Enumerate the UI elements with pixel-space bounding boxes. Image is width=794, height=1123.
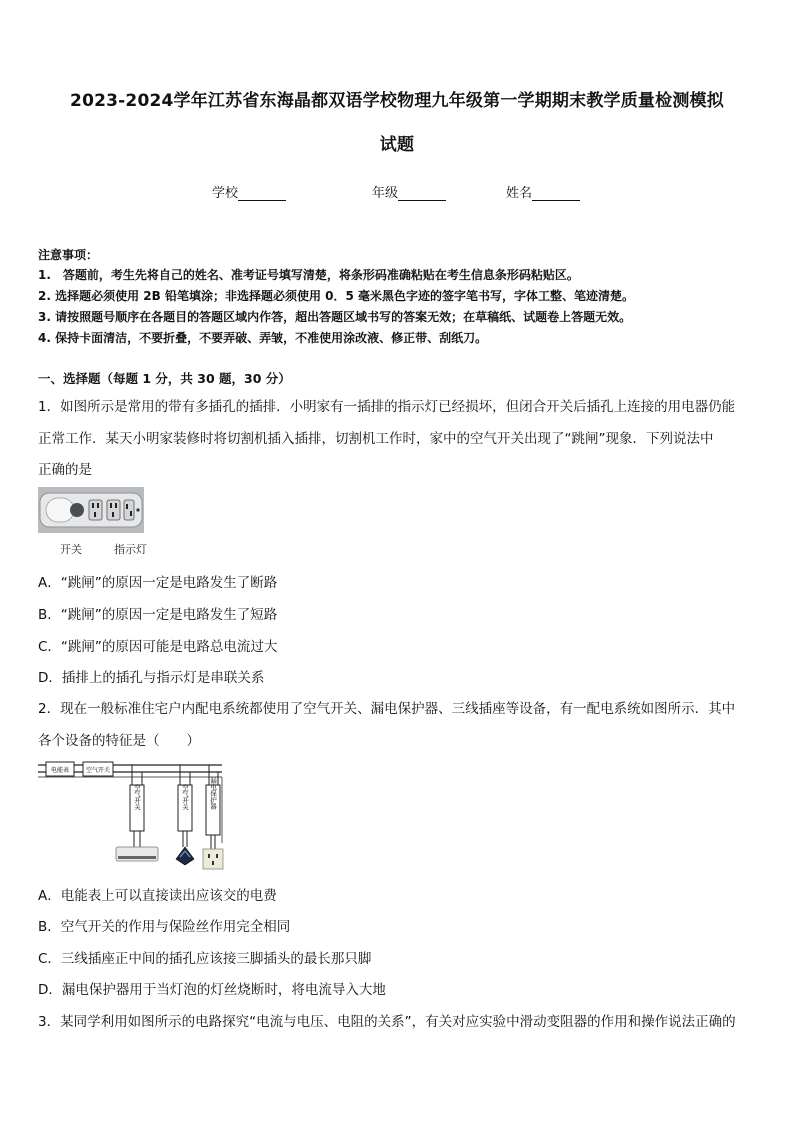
q3-stem-line1: 3．某同学利用如图所示的电路探究“电流与电压、电阻的关系”，有关对应实验中滑动变阻器的作用和操作说法正确的 [38, 1014, 736, 1030]
q2-option-d: D．漏电保护器用于当灯泡的灯丝烧断时，将电流导入大地 [38, 982, 386, 998]
q2-option-b: B．空气开关的作用与保险丝作用完全相同 [38, 919, 291, 935]
lamp-icon [176, 847, 194, 865]
school-label: 学校 [212, 186, 239, 201]
q1-stem-line3: 正确的是 [38, 462, 92, 478]
three-pin-socket-icon [203, 849, 223, 869]
socket-3-icon [124, 500, 134, 520]
notice-item-2: 2. 选择题必须使用 2B 铅笔填涂；非选择题必须使用 0．5 毫米黑色字迹的签字笔书写，字体工整、笔迹清楚。 [38, 289, 634, 303]
switch-button-icon [70, 503, 84, 517]
grade-field [372, 182, 446, 201]
section-heading: 一、选择题（每题 1 分，共 30 题，30 分） [38, 371, 291, 386]
figure-label-switch: 开关 [60, 543, 82, 556]
branch-breaker-1-label: 空气开关 [133, 784, 141, 810]
q2-option-c: C．三线插座正中间的插孔应该接三脚插头的最长那只脚 [38, 951, 372, 967]
name-field [506, 182, 580, 201]
q1-option-c: C．“跳闸”的原因可能是电路总电流过大 [38, 639, 278, 655]
notice-item-3: 3. 请按照题号顺序在各题目的答题区域内作答，超出答题区域书写的答案无效；在草稿纸、试题卷上答题无效。 [38, 310, 632, 324]
q2-stem-line1: 2．现在一般标准住宅户内配电系统都使用了空气开关、漏电保护器、三线插座等设备，有一配电系统如图所示．其中 [38, 701, 736, 717]
distribution-circuit-figure [38, 759, 234, 871]
figure-label-indicator: 指示灯 [114, 543, 147, 556]
page-title: 2023-2024学年江苏省东海晶都双语学校物理九年级第一学期期末教学质量检测模拟 [70, 91, 724, 111]
name-label: 姓名 [506, 186, 533, 201]
q1-option-b: B．“跳闸”的原因一定是电路发生了短路 [38, 607, 278, 623]
q1-stem-line1: 1．如图所示是常用的带有多插孔的插排．小明家有一插排的指示灯已经损坏，但闭合开关后插孔上连接的用电器仍能 [38, 399, 736, 415]
meter-label: 电能表 [50, 767, 70, 774]
q1-stem-line2: 正常工作．某天小明家装修时将切割机插入插排，切割机工作时，家中的空气开关出现了“跳闸”现象．下列说法中 [38, 431, 714, 447]
q2-stem-line2: 各个设备的特征是（ ） [38, 733, 200, 749]
main-breaker-label: 空气开关 [85, 767, 111, 774]
notice-item-1: 1. 答题前，考生先将自己的姓名、准考证号填写清楚，将条形码准确粘贴在考生信息条形码粘贴区。 [38, 268, 579, 282]
power-strip-figure [38, 487, 144, 533]
page-title-line2: 试题 [379, 135, 415, 155]
power-strip-end-cap [46, 498, 74, 522]
branch-breaker-2-label: 空气开关 [181, 784, 189, 810]
notice-item-4: 4. 保持卡面清洁，不要折叠，不要弄破、弄皱，不准使用涂改液、修正带、刮纸刀。 [38, 331, 488, 345]
q2-option-a: A．电能表上可以直接读出应该交的电费 [38, 888, 277, 904]
indicator-light-icon [136, 508, 139, 511]
school-field [212, 182, 286, 201]
q1-option-a: A．“跳闸”的原因一定是电路发生了断路 [38, 575, 278, 591]
grade-blank [398, 186, 446, 201]
leakage-protector-label: 漏电保护器 [209, 776, 217, 810]
name-blank [532, 186, 580, 201]
school-blank [238, 186, 286, 201]
q1-option-d: D．插排上的插孔与指示灯是串联关系 [38, 670, 265, 686]
notice-heading: 注意事项： [38, 248, 99, 262]
grade-label: 年级 [372, 186, 399, 201]
